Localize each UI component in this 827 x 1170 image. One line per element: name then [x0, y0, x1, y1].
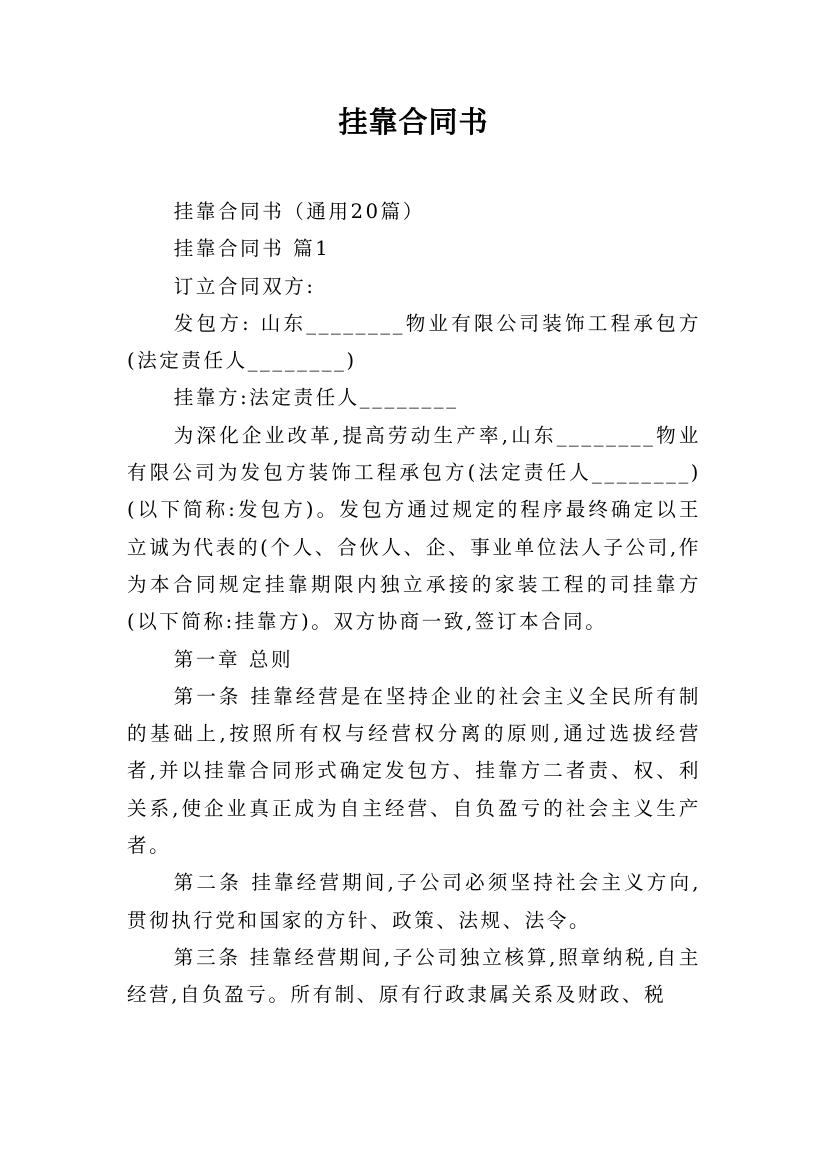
- paragraph-article-1: 第一条 挂靠经营是在坚持企业的社会主义全民所有制的基础上,按照所有权与经营权分离的原则,通过选拔经营者,并以挂靠合同形式确定发包方、挂靠方二者责、权、利关系,使企业真正成为自主经营、自负盈亏的社会主义生产者。: [127, 684, 701, 858]
- document-title: 挂靠合同书: [338, 105, 489, 139]
- paragraph-chapter-heading: 第一章 总则: [173, 647, 294, 671]
- paragraph-article-2: 第二条 挂靠经营期间,子公司必须坚持社会主义方向,贯彻执行党和国家的方针、政策、法规、法令。: [127, 871, 701, 932]
- paragraph-subtitle: 挂靠合同书（通用20篇）: [173, 200, 425, 223]
- paragraph-preamble: 为深化企业改革,提高劳动生产率,山东________物业有限公司为发包方装饰工程承包方(法定责任人________)(以下简称:发包方)。发包方通过规定的程序最终确定以王立诚为代表的(个人、合伙人、企、事业单位法人子公司,作为本合同规定挂靠期限内独立承接的家装工程的司挂靠方(以下简称:挂靠方)。双方协商一致,签订本合同。: [127, 423, 701, 634]
- document-body: [127, 193, 701, 1014]
- paragraph-contractor: 发包方: 山东________物业有限公司装饰工程承包方(法定责任人________): [127, 311, 701, 373]
- paragraph-parties-intro: 订立合同双方:: [173, 274, 316, 298]
- paragraph-article-3: 第三条 挂靠经营期间,子公司独立核算,照章纳税,自主经营,自负盈亏。所有制、原有行政隶属关系及财政、税: [127, 945, 701, 1007]
- paragraph-affiliate: 挂靠方:法定责任人________: [173, 386, 459, 410]
- paragraph-section-heading: 挂靠合同书 篇1: [173, 237, 331, 261]
